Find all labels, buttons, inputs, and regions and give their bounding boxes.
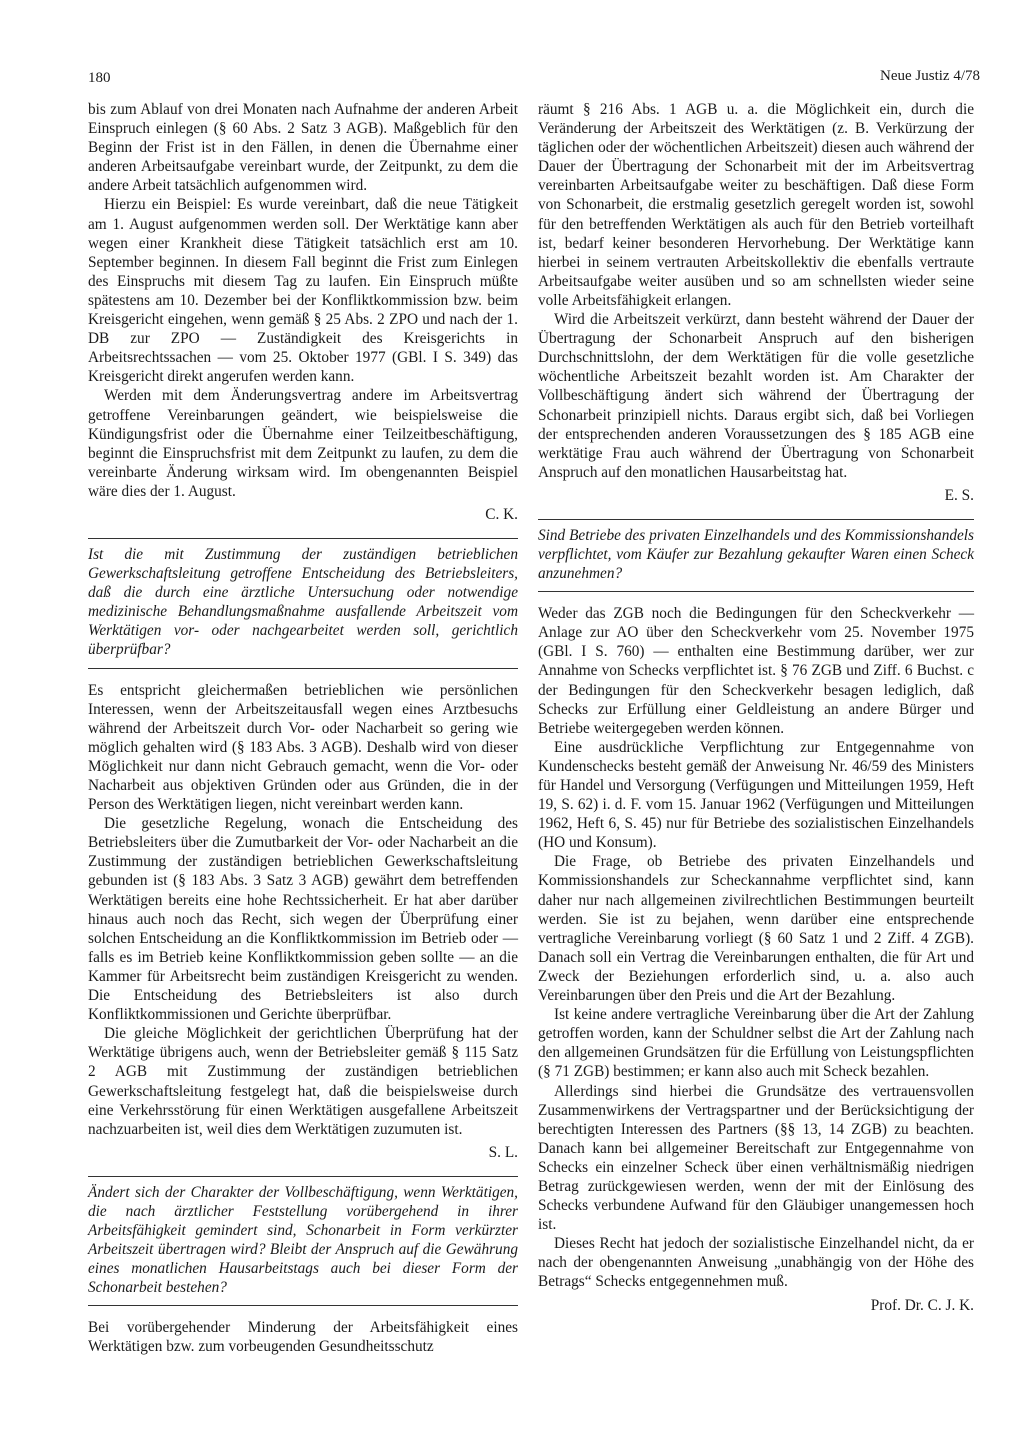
paragraph: Werden mit dem Änderungsvertrag andere im Arbeitsvertrag getroffene Vereinbarungen geändert, wie beispielsweise die Kündigungsfrist oder die Übernahme einer Teilzeitbeschäftigung, beginnt die Einspruchsfrist mit dem Zeitpunkt zu laufen, zu dem die vereinbarte Änderung wirksam wird. Im obengenannten Beispiel wäre dies der 1. August. — [88, 387, 518, 500]
page-number: 180 — [88, 70, 111, 86]
paragraph: Eine ausdrückliche Verpflichtung zur Entgegennahme von Kundenschecks besteht gemäß der Anweisung Nr. 46/59 des Ministers für Handel und Versorgung (Verfügungen und Mitteilungen 1959, Heft 19, S. 62) i. d. F. vom 15. Januar 1962 (Verfügungen und Mitteilungen 1962, Heft 6, S. 45) nur für Betriebe des sozialistischen Einzelhandels (HO und Konsum). — [538, 738, 974, 852]
question-text: Ändert sich der Charakter der Vollbeschäftigung, wenn Werktätigen, die nach ärztlicher Feststellung vorübergehend in ihrer Arbeitsfähigkeit gemindert sind, Schonarbeit in Form verkürzter Arbeitszeit übertragen wird? Bleibt der Anspruch auf die Gewährung eines monatlichen Hausarbeitstags auch bei dieser Form der Schonarbeit bestehen? — [88, 1183, 518, 1297]
author-name: Prof. Dr. C. J. K. — [870, 1296, 974, 1314]
question-box — [538, 519, 974, 592]
paragraph: bis zum Ablauf von drei Monaten nach Aufnahme der anderen Arbeit Einspruch einlegen (§ 60 Abs. 2 Satz 3 AGB). Maßgeblich für den Beginn der Frist ist in den Fällen, in denen die Übernahme einer anderen Arbeitsaufgabe vereinbart wurde, der Zeitpunkt, zu dem die andere Arbeit tatsächlich aufgenommen wird. — [88, 101, 518, 195]
paragraph: Bei vorübergehender Minderung der Arbeitsfähigkeit eines Werktätigen bzw. zum vorbeugenden Gesundheitsschutz — [88, 1319, 518, 1356]
paragraph: Die gleiche Möglichkeit der gerichtlichen Überprüfung hat der Werktätige übrigens auch, wenn der Betriebsleiter gemäß § 115 Satz 2 AGB mit Zustimmung der zuständigen betrieblichen Gewerkschaftsleitung festgelegt hat, daß die beispielsweise durch eine Verkehrsstörung für einen Werktätigen ausgefallene Arbeitszeit nachzuarbeiten ist, weil dies dem Werktätigen zuzumuten ist. — [88, 1025, 518, 1138]
paragraph: Wird die Arbeitszeit verkürzt, dann besteht während der Dauer der Übertragung der Schonarbeit Anspruch auf den bisherigen Durchschnittslohn, der dem Werktätigen für die volle gesetzliche wöchentliche Arbeitszeit bezahlt worden ist. Am Charakter der Vollbeschäftigung ändert sich während der Übertragung der Schonarbeit prinzipiell nichts. Daraus ergibt sich, daß bei Vorliegen der entsprechenden anderen Voraussetzungen des § 185 AGB eine werktätige Frau auch während der Übertragung von Schonarbeit Anspruch auf den monatlichen Hausarbeitstag hat. — [538, 311, 974, 481]
paragraph: Dieses Recht hat jedoch der sozialistische Einzelhandel nicht, da er nach der obengenannten Anweisung „unabhängig von der Höhe des Betrags“ Schecks entgegennehmen muß. — [538, 1235, 974, 1291]
paragraph: Allerdings sind hierbei die Grundsätze des vertrauensvollen Zusammenwirkens der Vertragspartner und der Berücksichtigung der berechtigten Interessen des Partners (§§ 13, 14 ZGB) zu beachten. Danach kann bei allgemeiner Bereitschaft zur Entgegennahme von Schecks ein einzelner Scheck über einen verhältnismäßig niedrigen Betrag zurückgewiesen werden, wenn der mit der Einlösung des Schecks verbundene Aufwand für den Gläubiger unangemessen hoch ist. — [538, 1082, 974, 1234]
paragraph: Die Frage, ob Betriebe des privaten Einzelhandels und Kommissionshandels zur Scheckannahme verpflichtet sind, kann daher nur nach allgemeinen zivilrechtlichen Bestimmungen beurteilt werden. Sie ist zu bejahen, wenn darüber eine entsprechende vertragliche Vereinbarung vorliegt (§ 60 Satz 1 und 2 Ziff. 4 ZGB). Danach soll ein Vertrag die Vereinbarungen enthalten, die für Art und Zweck der Beziehungen erforderlich sind, u. a. also auch Vereinbarungen über den Preis und die Art der Bezahlung. — [538, 853, 974, 1005]
paragraph: Weder das ZGB noch die Bedingungen für den Scheckverkehr — Anlage zur AO über den Scheckverkehr vom 25. November 1975 (GBl. I S. 760) — enthalten eine Bestimmung darüber, wer zur Annahme von Schecks verpflichtet ist. § 76 ZGB und Ziff. 6 Buchst. c der Bedingungen für den Scheckverkehr besagen lediglich, daß Schecks zur Erfüllung einer Geldleistung an andere Bürger und Betriebe weitergegeben werden können. — [538, 605, 974, 737]
author-initials: C. K. — [485, 505, 518, 523]
author-initials: S. L. — [488, 1143, 518, 1161]
question-text: Ist die mit Zustimmung der zuständigen betrieblichen Gewerkschaftsleitung getroffene Entscheidung des Betriebsleiters, daß die durch eine ärztliche Untersuchung oder notwendige medizinische Behandlungsmaßnahme ausfallende Arbeitszeit vom Werktätigen vor- oder nachgearbeitet werden soll, gerichtlich überprüfbar? — [88, 545, 518, 659]
paragraph: Die gesetzliche Regelung, wonach die Entscheidung des Betriebsleiters über die Zumutbarkeit der Vor- oder Nacharbeit an die Zustimmung der zuständigen betrieblichen Gewerkschaftsleitung gebunden ist (§ 183 Abs. 3 Satz 3 AGB) gewährt dem betreffenden Werktätigen bereits eine hohe Rechtssicherheit. Er hat aber darüber hinaus auch noch das Recht, sich wegen der Überprüfung einer solchen Entscheidung an die Konfliktkommission im Betrieb oder — falls es im Betrieb keine Konfliktkommission geben sollte — an die Kammer für Arbeitsrecht beim zuständigen Kreisgericht zu wenden. Die Entscheidung des Betriebsleiters ist also durch Konfliktkommissionen und Gerichte überprüfbar. — [88, 815, 518, 1024]
author-initials: E. S. — [944, 486, 974, 504]
paragraph: Hierzu ein Beispiel: Es wurde vereinbart, daß die neue Tätigkeit am 1. August aufgenommen werden soll. Der Werktätige kann aber wegen einer Krankheit diese Tätigkeit tatsächlich erst am 10. September beginnen. In diesem Fall beginnt die Frist zum Einlegen des Einspruchs mit diesem Tag zu laufen. Ein Einspruch müßte spätestens am 10. Dezember bei der Konfliktkommission bzw. beim Kreisgericht eingehen, wenn gemäß § 25 Abs. 2 ZPO und nach der 1. DB zur ZPO — Zuständigkeit des Kreisgerichts in Arbeitsrechtssachen — vom 25. Oktober 1977 (GBl. I S. 349) das Kreisgericht direkt angerufen werden kann. — [88, 196, 518, 386]
question-text: Sind Betriebe des privaten Einzelhandels und des Kommissionshandels verpflichtet, vom Käufer zur Bezahlung gekaufter Waren einen Scheck anzunehmen? — [538, 526, 974, 583]
journal-title: Neue Justiz 4/78 — [880, 68, 980, 84]
left-column — [88, 100, 518, 1357]
paragraph: räumt § 216 Abs. 1 AGB u. a. die Möglichkeit ein, durch die Veränderung der Arbeitszeit des Werktätigen (z. B. Verkürzung der täglichen oder der wöchentlichen Arbeitszeit) diesen auch während der Dauer der Übertragung der Schonarbeit mit der im Arbeitsvertrag vereinbarten Arbeitsaufgabe weiter zu beschäftigen. Daß diese Form von Schonarbeit, die erstmalig gesetzlich geregelt worden ist, sowohl für den betreffenden Werktätigen als auch für den Betrieb vorteilhaft ist, bedarf keiner besonderen Hervorhebung. Der Werktätige kann hierbei in seinem vertrauten Arbeitskollektiv die ebenfalls vertraute Arbeitsaufgabe weiter ausüben und so am schnellsten wieder seine volle Arbeitsfähigkeit erlangen. — [538, 101, 974, 309]
question-box — [88, 538, 518, 669]
paragraph: Ist keine andere vertragliche Vereinbarung über die Art der Zahlung getroffen worden, kann der Schuldner selbst die Art der Zahlung nach den allgemeinen Grundsätzen für die Erfüllung von Leistungspflichten (§ 71 ZGB) bestimmen; er kann also auch mit Scheck bezahlen. — [538, 1006, 974, 1081]
paragraph: Es entspricht gleichermaßen betrieblichen wie persönlichen Interessen, wenn der Arbeitszeitausfall wegen eines Arztbesuchs während der Arbeitszeit durch Vor- oder Nacharbeit so gering wie möglich gehalten wird (§ 183 Abs. 3 AGB). Deshalb wird von dieser Möglichkeit nur dann nicht Gebrauch gemacht, wenn die Vor- oder Nacharbeit aus objektiven Gründen oder aus Gründen, die in der Person des Werktätigen liegen, nicht vereinbart werden kann. — [88, 681, 518, 814]
right-column — [538, 100, 974, 1315]
question-box — [88, 1176, 518, 1307]
